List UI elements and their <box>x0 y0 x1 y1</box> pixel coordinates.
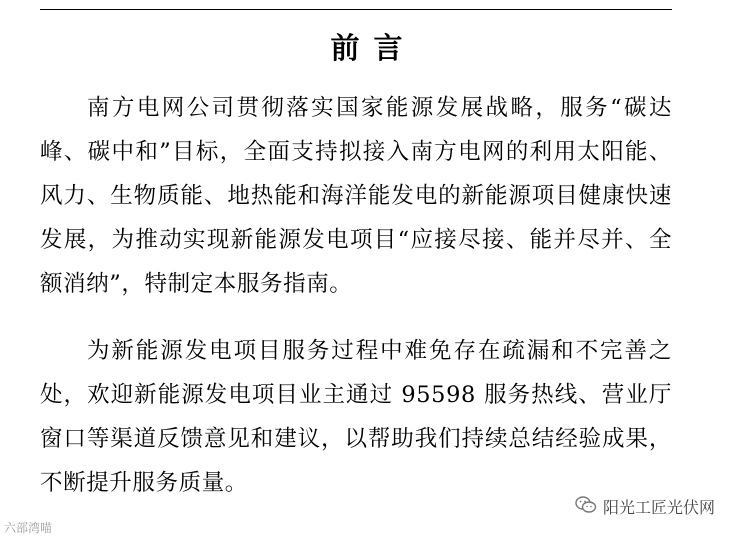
watermark-left-text: 六部湾喵 <box>4 521 53 535</box>
watermark-left <box>4 519 52 536</box>
watermark-right <box>575 495 715 518</box>
paragraph-intro: 南方电网公司贯彻落实国家能源发展战略，服务“碳达峰、碳中和”目标，全面支持拟接入南方电网的利用太阳能、风力、生物质能、地热能和海洋能发电的新能源项目健康快速发展，为推动实现新能源发电项目“应接尽接、能并尽并、全额消纳”，特制定本服务指南。 <box>40 95 672 297</box>
header-rule <box>40 9 672 10</box>
watermark-right-text: 阳光工匠光伏网 <box>602 498 715 517</box>
page-title: 前言 <box>330 31 417 65</box>
paragraph-feedback: 为新能源发电项目服务过程中难免存在疏漏和不完善之处，欢迎新能源发电项目业主通过 95598 服务热线、营业厅窗口等渠道反馈意见和建议，以帮助我们持续总结经验成果，不断提升服务质量。 <box>40 338 672 496</box>
wechat-icon <box>575 496 597 518</box>
